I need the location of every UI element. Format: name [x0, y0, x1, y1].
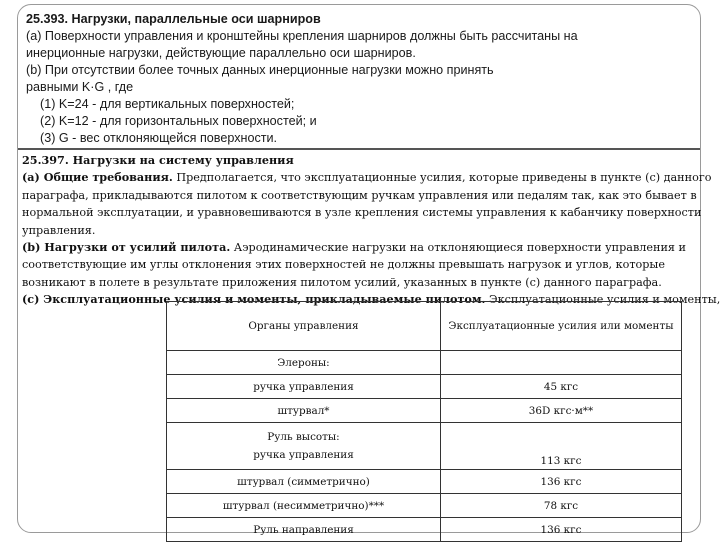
table-row: [167, 518, 682, 542]
paragraph-line: нормальной эксплуатации, и уравновешиваются в узле крепления системы управления к кабанчику поверхности: [22, 206, 702, 220]
table-cell-line: Руль высоты:: [267, 431, 340, 443]
table-cell: 113 кгс: [441, 423, 682, 470]
list-item: (1) K=24 - для вертикальных поверхностей;: [40, 97, 295, 111]
table-cell: штурвал*: [167, 399, 441, 423]
paragraph-heading: (с) Эксплуатационные усилия и моменты, прикладываемые пилотом.: [22, 292, 486, 307]
table-cell: Руль направления: [167, 518, 441, 542]
control-loads-table: [166, 301, 682, 542]
table-cell: [167, 423, 441, 470]
paragraph-line: инерционные нагрузки, действующие параллельно оси шарниров.: [26, 46, 416, 60]
paragraph-line: соответствующие им углы отклонения этих поверхностей не должны превышать нагрузок и углов, которые: [22, 258, 665, 272]
table-cell: 36D кгс·м**: [441, 399, 682, 423]
table-cell: штурвал (несимметрично)***: [167, 494, 441, 518]
table-cell: штурвал (симметрично): [167, 470, 441, 494]
section-25-393: [26, 11, 692, 147]
paragraph-line: (b) При отсутствии более точных данных инерционные нагрузки можно принять: [26, 63, 494, 77]
table-header-cell: Органы управления: [167, 302, 441, 351]
paragraph-line: (a) Поверхности управления и кронштейны крепления шарниров должны быть рассчитаны на: [26, 29, 578, 43]
document-frame: [17, 4, 720, 536]
table-row: [167, 351, 682, 375]
paragraph-line: параграфа, прикладываются пилотом к соответствующим ручкам управления или педалям так, как это бывает в: [22, 188, 697, 202]
paragraph-line: [22, 239, 696, 256]
table-cell: 136 кгс: [441, 470, 682, 494]
table-row: [167, 375, 682, 399]
paragraph-line: управления.: [22, 223, 96, 237]
table-cell: 45 кгс: [441, 375, 682, 399]
section-divider: [18, 148, 700, 150]
section-25-397: [22, 152, 720, 309]
table-row: [167, 423, 682, 470]
paragraph-heading: (b) Нагрузки от усилий пилота.: [22, 240, 231, 255]
section-title: 25.393. Нагрузки, параллельные оси шарниров: [26, 12, 321, 26]
table-row: [167, 470, 682, 494]
paragraph-heading: (a) Общие требования.: [22, 170, 173, 185]
table-cell: 78 кгс: [441, 494, 682, 518]
table-row: [167, 494, 682, 518]
paragraph-text: Эксплуатационные усилия и моменты,: [485, 293, 720, 307]
paragraph-text: Аэродинамические нагрузки на отклоняющиеся поверхности управления и: [230, 241, 686, 255]
list-item: (2) K=12 - для горизонтальных поверхностей; и: [40, 114, 317, 128]
table-row: [167, 399, 682, 423]
paragraph-line: равными K·G , где: [26, 80, 134, 94]
paragraph-line: возникают в полете в результате приложения пилотом усилий, указанных в пункте (с) данного параграфа.: [22, 275, 662, 289]
table-header-cell: Эксплуатационные усилия или моменты: [441, 302, 682, 351]
table-cell: [441, 351, 682, 375]
table-cell-line: ручка управления: [253, 449, 354, 461]
table-header-row: [167, 302, 682, 351]
paragraph-line: [22, 169, 712, 186]
list-item: (3) G - вес отклоняющейся поверхности.: [40, 131, 278, 145]
table-cell: 136 кгс: [441, 518, 682, 542]
paragraph-text: Предполагается, что эксплуатационные усилия, которые приведены в пункте (с) данного: [172, 171, 712, 185]
section-title: 25.397. Нагрузки на систему управления: [22, 153, 294, 167]
table-cell: Элероны:: [167, 351, 441, 375]
table-cell: ручка управления: [167, 375, 441, 399]
